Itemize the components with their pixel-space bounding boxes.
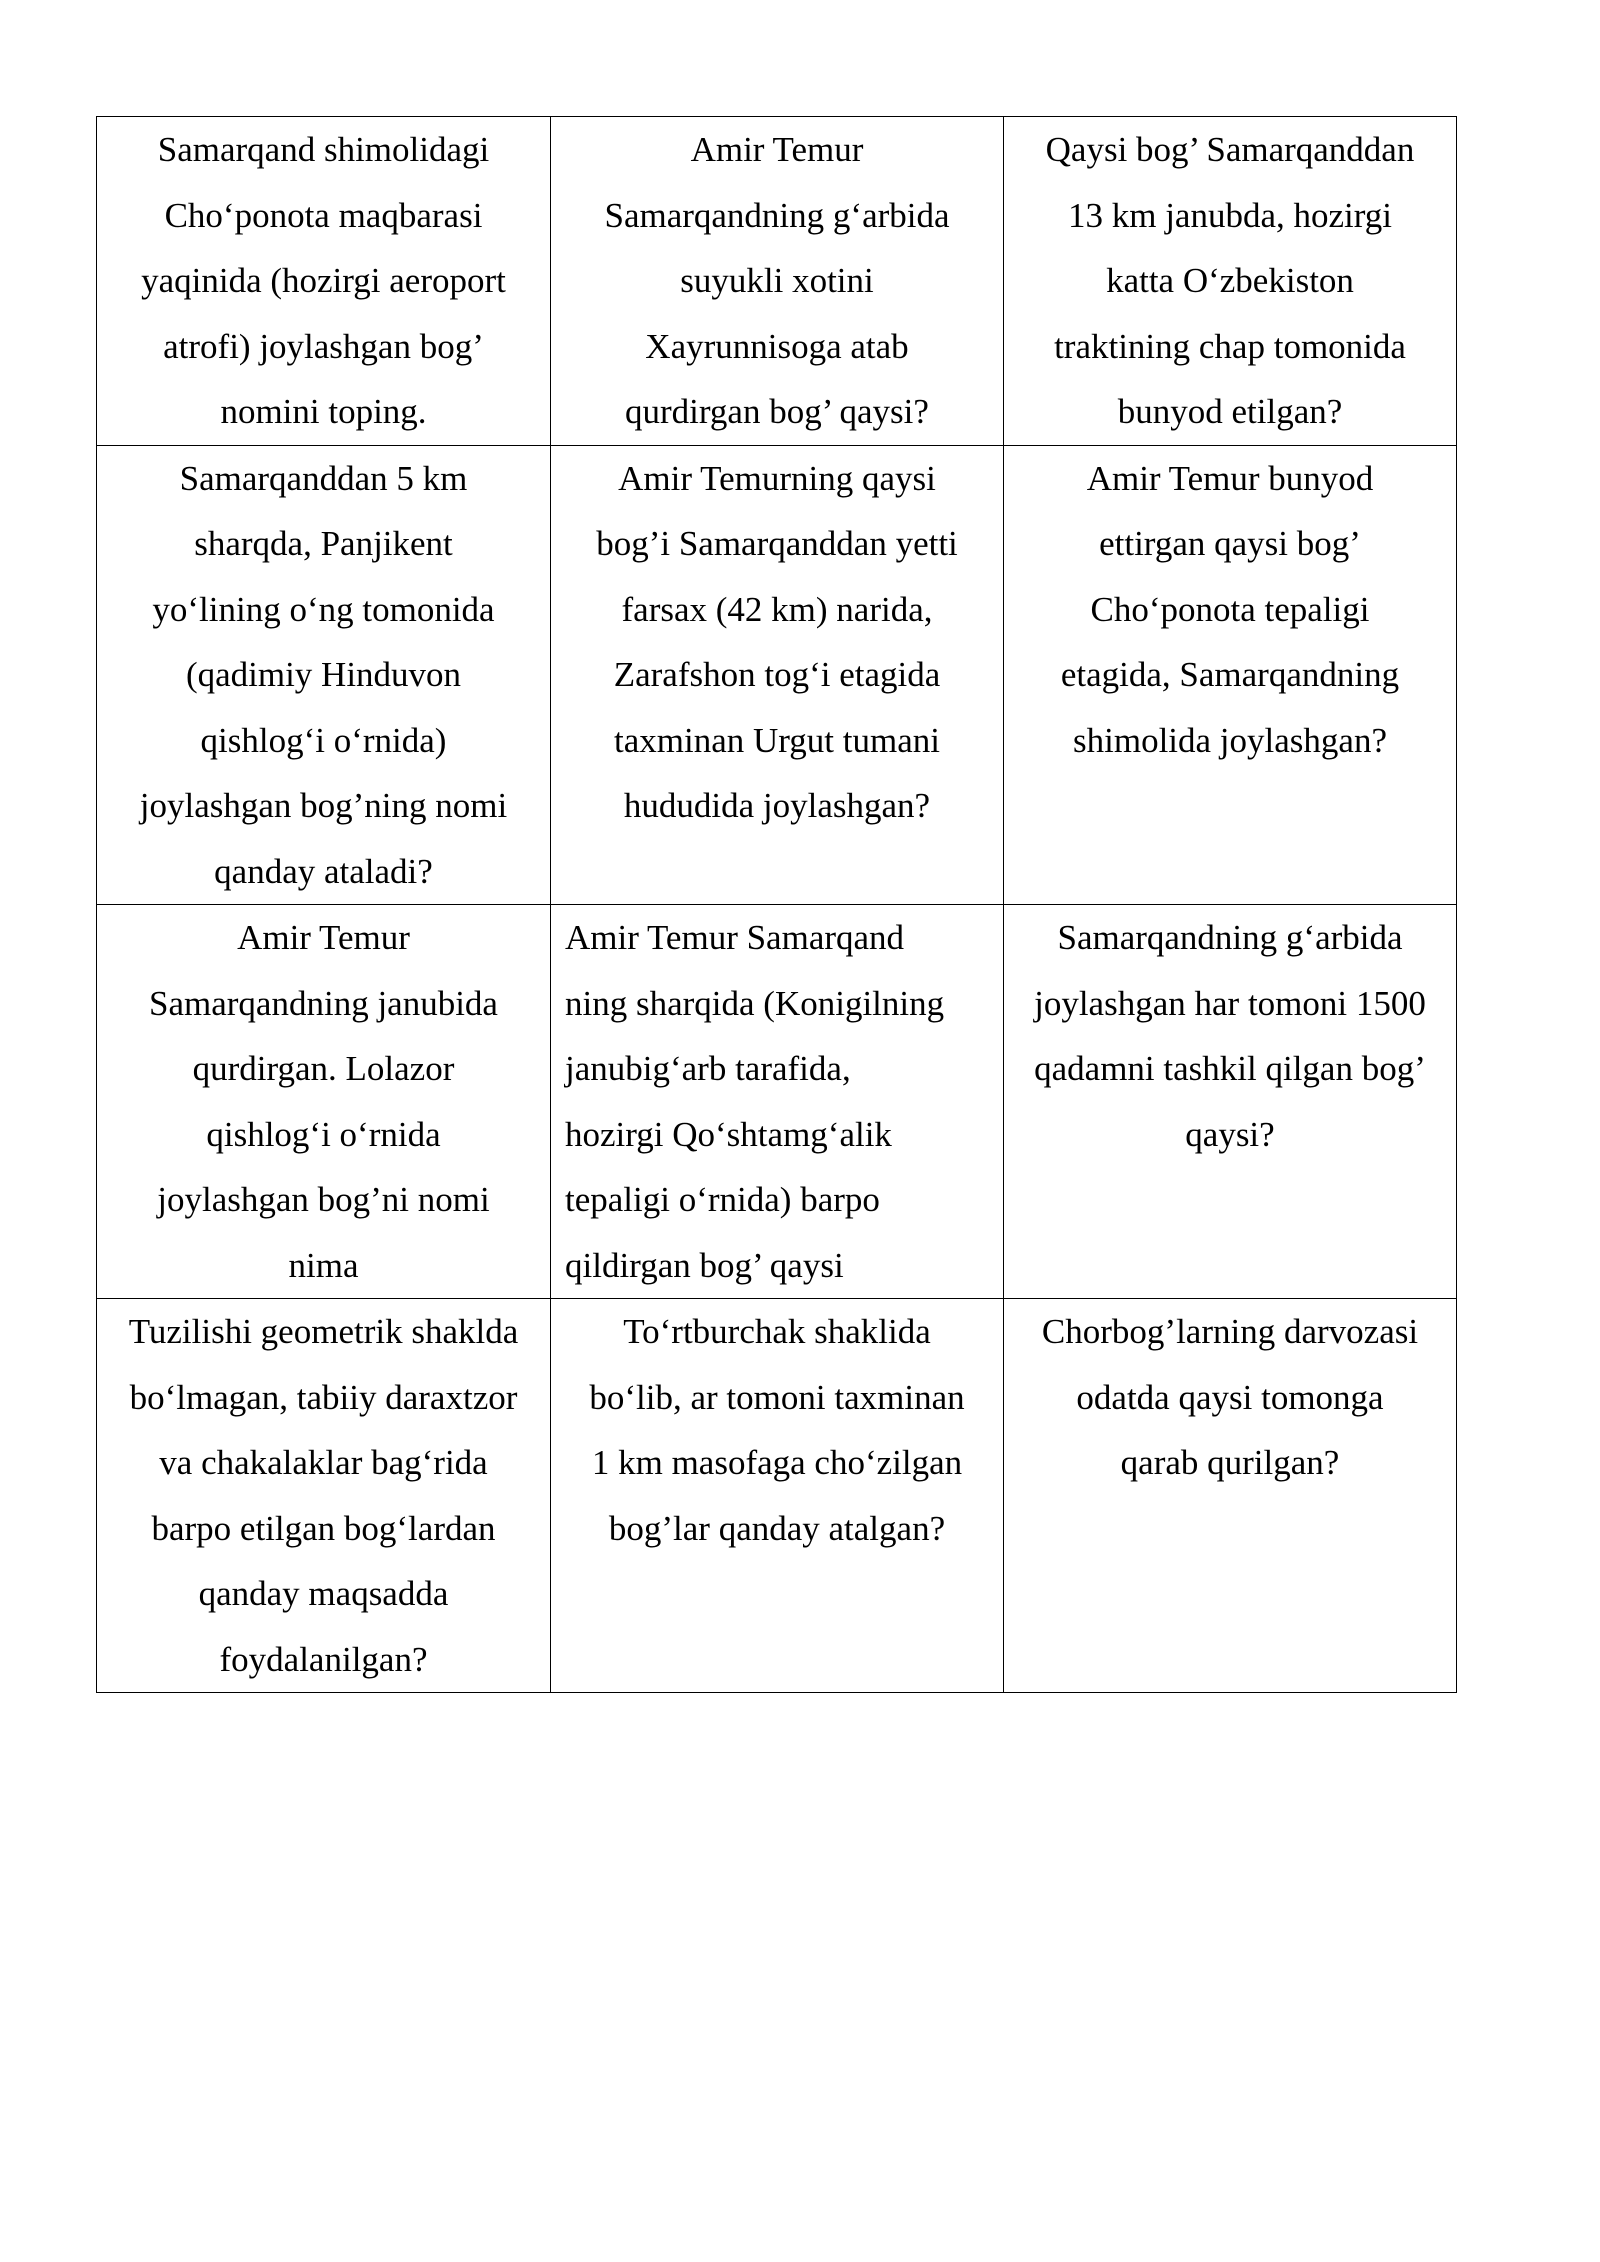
question-cell (97, 117, 551, 446)
table-row (97, 905, 1457, 1299)
question-cell (1004, 117, 1457, 446)
question-text: Samarqanddan 5 km sharqda, Panjikent yo‘lining o‘ng tomonida (qadimiy Hinduvon qishlog‘i o‘rnida) joylashgan bog’ning nomi qanday ataladi? (139, 458, 508, 891)
question-text: Qaysi bog’ Samarqanddan 13 km janubda, hozirgi katta O‘zbekiston traktining chap tomonida bunyod etilgan? (1045, 130, 1415, 431)
question-text: Samarqandning g‘arbida joylashgan har tomoni 1500 qadamni tashkil qilgan bog’ qaysi? (1034, 918, 1426, 1154)
question-text: Chorbog’larning darvozasi odatda qaysi tomonga qarab qurilgan? (1041, 1312, 1419, 1482)
question-cell (1004, 445, 1457, 905)
question-cell (1004, 905, 1457, 1299)
question-cell (97, 905, 551, 1299)
question-cell (97, 1299, 551, 1693)
table-row (97, 117, 1457, 446)
table-row (97, 1299, 1457, 1693)
question-cell (97, 445, 551, 905)
question-cell (551, 905, 1004, 1299)
question-text: Samarqand shimolidagi Cho‘ponota maqbarasi yaqinida (hozirgi aeroport atrofi) joylashgan bog’ nomini toping. (141, 130, 506, 431)
question-table (96, 116, 1457, 1693)
question-cell (1004, 1299, 1457, 1693)
table-row (97, 445, 1457, 905)
question-text: Amir Temur Samarqandning g‘arbida suyukli xotini Xayrunnisoga atab qurdirgan bog’ qaysi? (604, 130, 950, 431)
question-text: Amir Temur bunyod ettirgan qaysi bog’ Cho‘ponota tepaligi etagida, Samarqandning shimolida joylashgan? (1060, 458, 1400, 760)
question-text: Tuzilishi geometrik shaklda bo‘lmagan, tabiiy daraxtzor va chakalaklar bag‘rida barpo etilgan bog‘lardan qanday maqsadda foydalanilgan? (128, 1312, 519, 1679)
question-cell (551, 117, 1004, 446)
question-cell (551, 1299, 1004, 1693)
question-text: Amir Temur Samarqandning janubida qurdirgan. Lolazor qishlog‘i o‘rnida joylashgan bog’ni nomi nima (149, 918, 498, 1285)
question-text: Amir Temurning qaysi bog’i Samarqanddan yetti farsax (42 km) narida, Zarafshon tog‘i etagida taxminan Urgut tumani hududida joylashgan? (596, 458, 958, 825)
question-cell (551, 445, 1004, 905)
question-text: To‘rtburchak shaklida bo‘lib, ar tomoni taxminan 1 km masofaga cho‘zilgan bog’lar qanday atalgan? (589, 1312, 965, 1548)
question-text: Amir Temur Samarqand ning sharqida (Konigilning janubig‘arb tarafida, hozirgi Qo‘shtamg‘alik tepaligi o‘rnida) barpo qildirgan bog’ qaysi (565, 918, 945, 1285)
